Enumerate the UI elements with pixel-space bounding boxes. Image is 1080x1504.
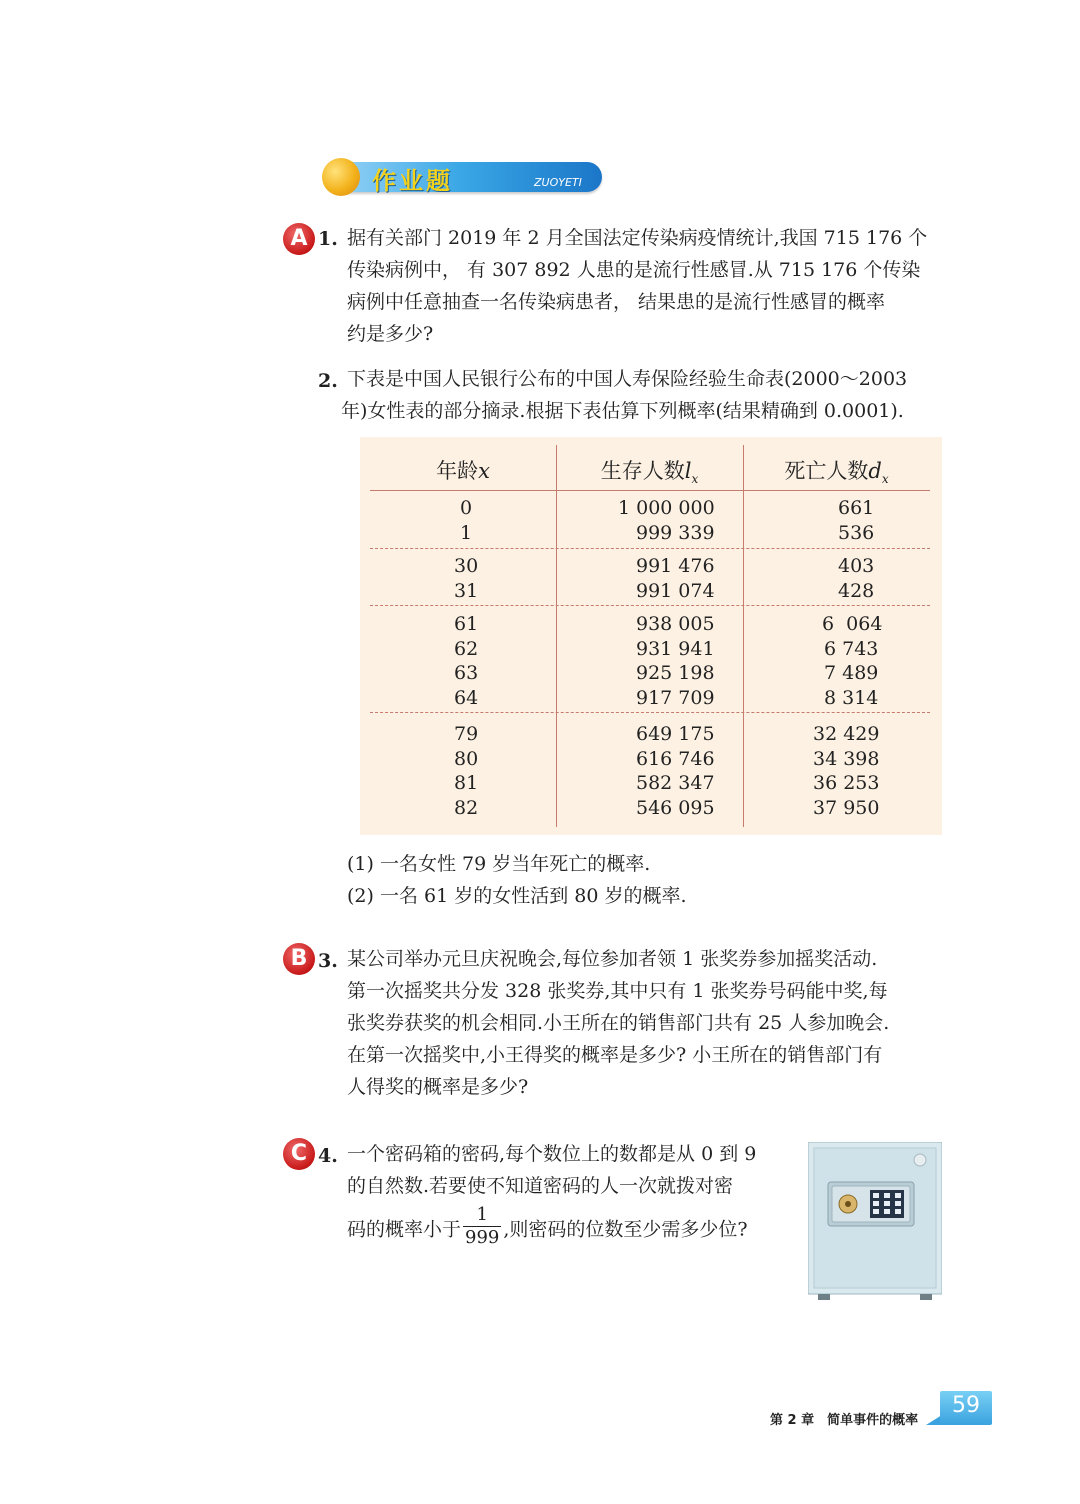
col-header-age: 年龄x (436, 459, 490, 483)
cell-dead: 32 429 (813, 723, 880, 745)
cell-age: 31 (454, 580, 479, 602)
problem-4-line-end: ,则密码的位数至少需多少位? (503, 1218, 748, 1241)
problem-1-line: 病例中任意抽查一名传染病患者， 结果患的是流行性感冒的概率 (347, 291, 886, 313)
cell-alive: 546 095 (636, 797, 715, 819)
problem-1-number: 1. (318, 228, 338, 250)
cell-age: 82 (454, 797, 479, 819)
level-c-badge: C (283, 1138, 315, 1170)
problem-4-line: 一个密码箱的密码,每个数位上的数都是从 0 到 9 (347, 1143, 757, 1165)
problem-4-line (347, 1204, 756, 1253)
cell-alive: 1 000 000 (618, 497, 715, 519)
problem-1-text (347, 222, 927, 350)
table-group-rule (370, 605, 930, 606)
cell-age: 81 (454, 772, 479, 794)
banner-orb-icon (322, 158, 360, 196)
problem-3-line: 在第一次摇奖中,小王得奖的概率是多少? 小王所在的销售部门有 (347, 1044, 883, 1066)
cell-age: 61 (454, 613, 479, 635)
cell-alive: 991 476 (636, 555, 715, 577)
cell-dead: 536 (838, 522, 875, 544)
cell-dead: 37 950 (813, 797, 880, 819)
fraction-denominator: 999 (465, 1227, 500, 1248)
problem-2-text (341, 363, 908, 427)
problem-3-line: 某公司举办元旦庆祝晚会,每位参加者领 1 张奖券参加摇奖活动. (347, 948, 878, 970)
table-group-rule (370, 548, 930, 549)
problem-3-line: 张奖券获奖的机会相同.小王所在的销售部门共有 25 人参加晚会. (347, 1012, 890, 1034)
problem-2-line: 下表是中国人民银行公布的中国人寿保险经验生命表(2000～2003 (347, 368, 908, 390)
cell-age: 62 (454, 638, 479, 660)
col-header-alive: 生存人数$l_x$ (600, 459, 699, 487)
cell-age: 63 (454, 662, 479, 684)
level-b-badge: B (283, 943, 315, 975)
cell-alive: 991 074 (636, 580, 715, 602)
cell-alive: 931 941 (636, 638, 715, 660)
fraction (463, 1204, 501, 1249)
cell-age: 64 (454, 687, 479, 709)
col-header-dead: 死亡人数$d_x$ (784, 459, 889, 487)
cell-dead: 34 398 (813, 748, 880, 770)
cell-dead: 36 253 (813, 772, 880, 794)
table-divider (556, 445, 557, 827)
problem-4-line: 的自然数.若要使不知道密码的人一次就拨对密 (347, 1175, 734, 1197)
life-table (360, 437, 942, 835)
cell-dead: 403 (838, 555, 875, 577)
problem-3-number: 3. (318, 950, 338, 972)
level-a-badge: A (283, 223, 315, 255)
cell-alive: 582 347 (636, 772, 715, 794)
cell-alive: 649 175 (636, 723, 715, 745)
cell-age: 0 (460, 497, 473, 519)
cell-alive: 938 005 (636, 613, 715, 635)
cell-alive: 616 746 (636, 748, 715, 770)
problem-2-line: 年)女性表的部分摘录.根据下表估算下列概率(结果精确到 0.0001). (341, 400, 904, 422)
problem-1-line: 传染病例中， 有 307 892 人患的是流行性感冒.从 715 176 个传染 (347, 259, 921, 281)
problem-4-text (347, 1138, 756, 1253)
cell-dead: 661 (838, 497, 875, 519)
cell-age: 1 (460, 522, 473, 544)
cell-alive: 925 198 (636, 662, 715, 684)
problem-2-sub-1: (1) 一名女性 79 岁当年死亡的概率. (347, 853, 651, 875)
problem-4-line-start: 码的概率小于 (347, 1218, 462, 1241)
page-number: 59 (952, 1393, 980, 1418)
problem-2-number: 2. (318, 370, 338, 392)
problem-3-line: 人得奖的概率是多少? (347, 1076, 529, 1098)
cell-alive: 999 339 (636, 522, 715, 544)
safe-image (808, 1142, 942, 1302)
cell-alive: 917 709 (636, 687, 715, 709)
cell-age: 80 (454, 748, 479, 770)
cell-age: 79 (454, 723, 479, 745)
problem-4-number: 4. (318, 1145, 338, 1167)
problem-1-line: 据有关部门 2019 年 2 月全国法定传染病疫情统计,我国 715 176 个 (347, 227, 928, 249)
table-header-rule (370, 490, 930, 491)
cell-dead: 6 743 (824, 638, 879, 660)
cell-dead: 428 (838, 580, 875, 602)
banner-subtitle: ZUOYETI (534, 176, 582, 189)
fraction-numerator: 1 (463, 1204, 501, 1227)
banner-title: 作业题 (372, 167, 453, 195)
cell-dead: 7 489 (824, 662, 879, 684)
cell-dead: 6 064 (822, 613, 883, 635)
table-group-rule (370, 712, 930, 713)
section-banner (322, 158, 604, 198)
cell-age: 30 (454, 555, 479, 577)
table-divider (743, 445, 744, 827)
problem-3-text (347, 943, 889, 1103)
problem-1-line: 约是多少? (347, 323, 434, 345)
problem-3-line: 第一次摇奖共分发 328 张奖券,其中只有 1 张奖券号码能中奖,每 (347, 980, 888, 1002)
problem-2-sub-2: (2) 一名 61 岁的女性活到 80 岁的概率. (347, 885, 687, 907)
cell-dead: 8 314 (824, 687, 879, 709)
chapter-footer: 第 2 章 简单事件的概率 (770, 1413, 919, 1428)
